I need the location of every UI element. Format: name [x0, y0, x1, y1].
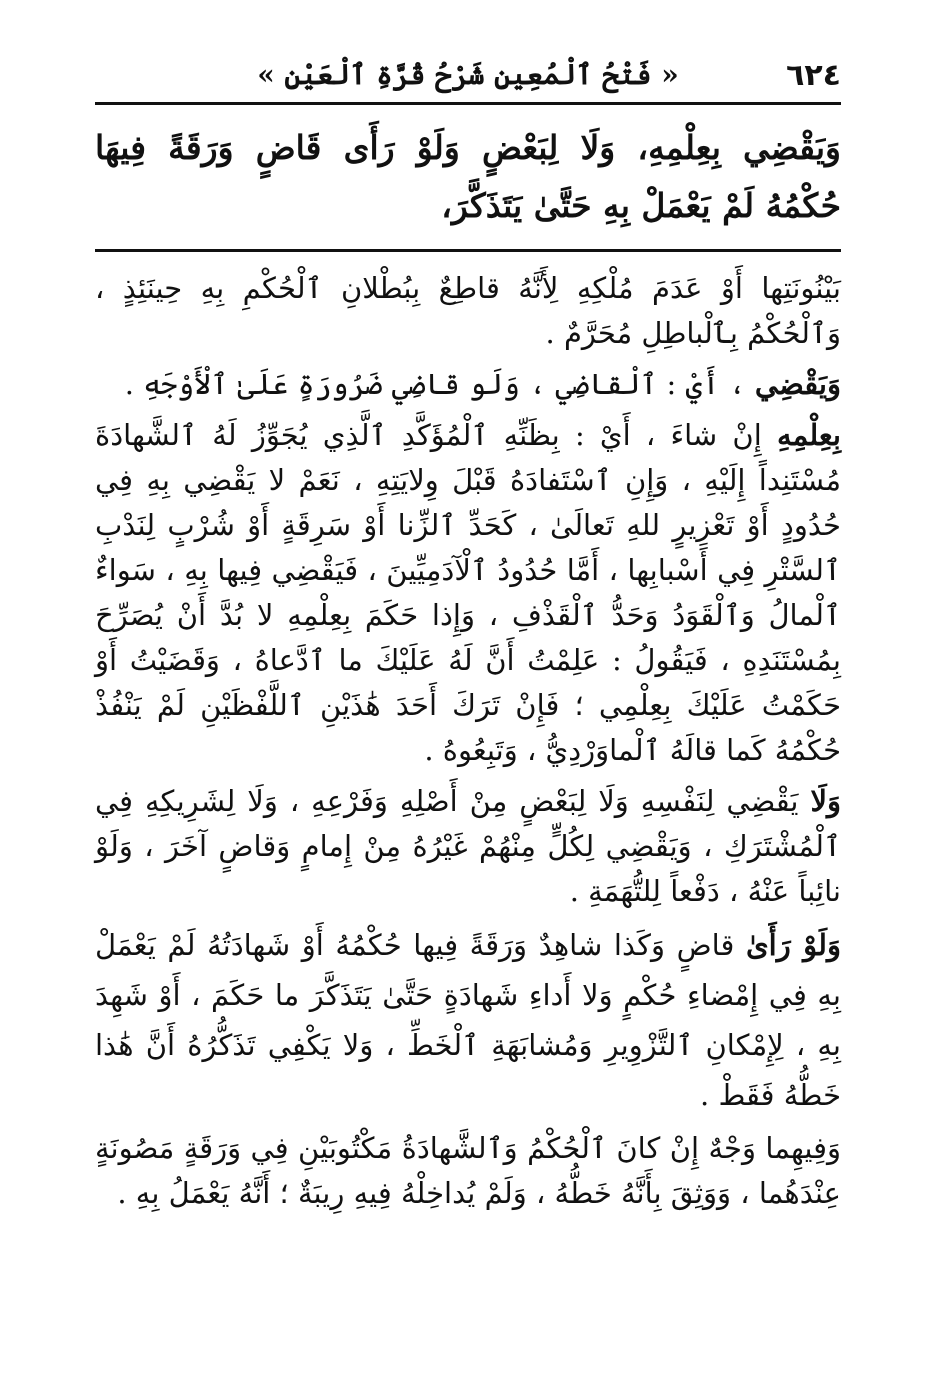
commentary-paragraph — [95, 1126, 841, 1216]
matn-lead-word: وَيَقْضِي — [754, 367, 841, 401]
commentary-text: ، أَيْ : ٱلْقاضِي ، وَلَو قاضِي ضَرُورَةٍ عَلَىٰ ٱلْأَوْجَهِ . — [124, 367, 755, 401]
commentary-paragraph — [95, 779, 841, 914]
matn-lead-word: وَلَوْ رَأَىٰ — [745, 928, 841, 962]
commentary-paragraph — [95, 920, 841, 1120]
commentary-text: قاضٍ وَكَذا شاهِدٌ وَرَقَةً فِيها حُكْمُهُ أَوْ شَهادَتُهُ لَمْ يَعْمَلْ بِهِ فِي إِمْضاءِ حُكْمٍ وَلا أَداءِ شَهادَةٍ حَتَّىٰ يَتَذَكَّرَ ما حَكَمَ ، أَوْ شَهِدَ بِهِ ، لِإِمْكانِ ٱلتَّزْوِيرِ وَمُشابَهَةِ ٱلْخَطِّ ، وَلا يَكْفِي تَذَكُّرُهُ أَنَّ هَٰذا خَطُّهُ فَقَطْ . — [95, 928, 841, 1112]
commentary-paragraph — [95, 362, 841, 407]
commentary-paragraph — [95, 413, 841, 773]
commentary-paragraph — [95, 266, 841, 356]
book-page — [95, 52, 841, 1222]
commentary — [95, 266, 841, 1216]
matn-lead-word: وَلَا — [810, 784, 841, 818]
section-divider — [95, 249, 841, 252]
running-title: « فَتْحُ ٱلْمُعِينِ شَرْحُ قُرَّةِ ٱلْعَيْنِ » — [257, 58, 679, 91]
matn-text: وَيَقْضِي بِعِلْمِهِ، وَلَا لِبَعْضٍ وَلَوْ رَأَى قَاضٍ وَرَقَةً فِيهَا حُكْمُهُ لَمْ يَعْمَلْ بِهِ حَتَّىٰ يَتَذَكَّرَ، — [95, 128, 841, 225]
commentary-text: بَيْنُونَتِها أَوْ عَدَمَ مُلْكِهِ لِأَنَّهُ قاطِعٌ بِبُطْلانِ ٱلْحُكْمِ بِهِ حِينَئِذٍ ، وَٱلْحُكْمُ بِٱلْباطِلِ مُحَرَّمٌ . — [95, 271, 841, 350]
matn-lead-word: بِعِلْمِهِ — [777, 418, 841, 452]
page-header — [95, 52, 841, 105]
commentary-text: وَفِيهِما وَجْهٌ إِنْ كانَ ٱلْحُكْمُ وَٱلشَّهادَةُ مَكْتُوبَيْنِ فِي وَرَقَةٍ مَصُونَةٍ عِنْدَهُما ، وَوَثِقَ بِأَنَّهُ خَطُّهُ ، وَلَمْ يُداخِلْهُ فِيهِ رِيبَةٌ ؛ أَنَّهُ يَعْمَلُ بِهِ . — [95, 1131, 841, 1210]
commentary-text: إِنْ شاءَ ، أَيْ : بِظَنِّهِ ٱلْمُؤَكَّدِ ٱلَّذِي يُجَوِّزُ لَهُ ٱلشَّهادَةَ مُسْتَنِداً إِلَيْهِ ، وَإِنِ ٱسْتَفادَهُ قَبْلَ وِلايَتِهِ ، نَعَمْ لا يَقْضِي بِهِ فِي حُدُودٍ أَوْ تَعْزِيرٍ للهِ تَعالَىٰ ، كَحَدِّ ٱلزِّنا أَوْ سَرِقَةٍ أَوْ شُرْبٍ لِنَدْبِ ٱلسَّتْرِ فِي أَسْبابِها ، أَمَّا حُدُودُ ٱلْآدَمِيِّينَ ، فَيَقْضِي فِيها بِهِ ، سَواءٌ ٱلْمالُ وَٱلْقَوَدُ وَحَدُّ ٱلْقَذْفِ ، وَإِذا حَكَمَ بِعِلْمِهِ لا بُدَّ أَنْ يُصَرِّحَ بِمُسْتَنَدِهِ ، فَيَقُولُ : عَلِمْتُ أَنَّ لَهُ عَلَيْكَ ما ٱدَّعاهُ ، وَقَضَيْتُ أَوْ حَكَمْتُ عَلَيْكَ بِعِلْمِي ؛ فَإِنْ تَرَكَ أَحَدَ هَٰذَيْنِ ٱللَّفْظَيْنِ لَمْ يَنْفُذْ حُكْمُهُ كَما قالَهُ ٱلْماوَرْدِيُّ ، وَتَبِعُوهُ . — [95, 418, 841, 767]
page-number: ٦٢٤ — [786, 58, 841, 93]
commentary-text: يَقْضِي لِنَفْسِهِ وَلَا لِبَعْضٍ مِنْ أَصْلِهِ وَفَرْعِهِ ، وَلَا لِشَرِيكِهِ فِي ٱلْمُشْتَرَكِ ، وَيَقْضِي لِكُلٍّ مِنْهُمْ غَيْرُهُ مِنْ إِمامٍ وَقاضٍ آخَرَ ، وَلَوْ نائِباً عَنْهُ ، دَفْعاً لِلتُّهَمَةِ . — [95, 784, 841, 908]
